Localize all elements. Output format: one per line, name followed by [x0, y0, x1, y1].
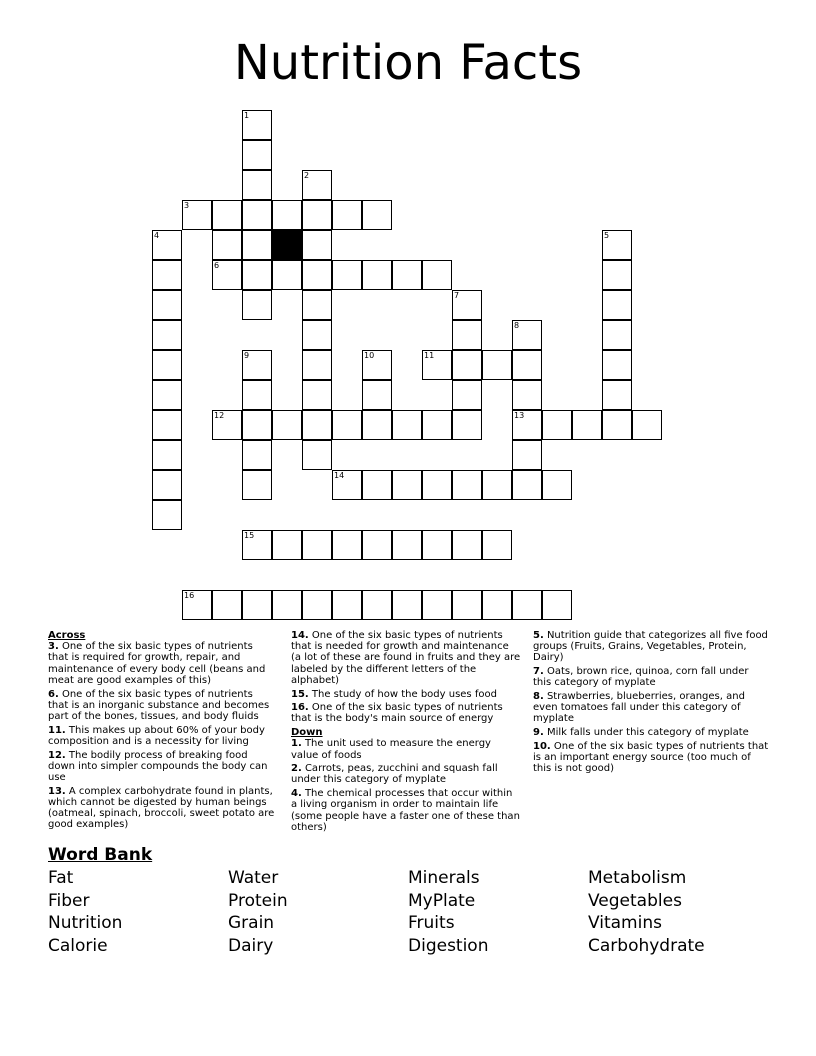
clue-text: A complex carbohydrate found in plants, which cannot be digested by human beings (oatmeal, spinach, broccoli, sweet potato are good examples)	[48, 785, 275, 831]
clue-number-label: 13.	[48, 785, 66, 797]
clue-number: 10	[364, 351, 375, 360]
grid-cell[interactable]	[482, 530, 512, 560]
word-bank-item: Water	[228, 868, 279, 888]
clues-column-2	[291, 630, 521, 835]
clue-item	[291, 763, 521, 785]
across-clue-list	[48, 641, 276, 830]
clue-text: Carrots, peas, zucchini and squash fall under this category of myplate	[291, 763, 498, 786]
clue-number-label: 2.	[291, 763, 302, 775]
grid-cell[interactable]	[602, 260, 632, 290]
grid-cell[interactable]	[392, 530, 422, 560]
word-bank-item: Minerals	[408, 868, 480, 888]
clue-item	[291, 738, 521, 760]
clue-text: This makes up about 60% of your body composition and is a necessity for living	[48, 724, 265, 747]
black-cell	[272, 230, 302, 260]
clues-column-3	[533, 630, 769, 777]
clue-number-label: 5.	[533, 630, 544, 641]
clue-number: 3	[184, 201, 190, 210]
grid-cell[interactable]	[302, 350, 332, 380]
grid-cell[interactable]	[242, 230, 272, 260]
word-bank-item: Protein	[228, 891, 288, 911]
grid-cell[interactable]	[332, 410, 362, 440]
clue-item	[291, 702, 521, 724]
grid-cell[interactable]	[152, 410, 182, 440]
grid-cell[interactable]	[392, 260, 422, 290]
clue-number-label: 11.	[48, 724, 66, 736]
clue-number: 6	[214, 261, 220, 270]
grid-cell[interactable]	[212, 590, 242, 620]
clue-text: Nutrition guide that categorizes all five food groups (Fruits, Grains, Vegetables, Protein, Dairy)	[533, 630, 768, 664]
grid-cell[interactable]	[182, 590, 212, 620]
grid-cell[interactable]	[602, 230, 632, 260]
grid-cell[interactable]	[242, 170, 272, 200]
grid-cell[interactable]	[242, 410, 272, 440]
grid-cell[interactable]	[332, 590, 362, 620]
clue-number: 9	[244, 351, 250, 360]
clue-item	[48, 689, 276, 723]
clue-number: 13	[514, 411, 525, 420]
clue-text: Milk falls under this category of myplate	[546, 727, 749, 739]
clue-number: 15	[244, 531, 255, 540]
word-bank-item: Metabolism	[588, 868, 687, 888]
word-bank-item: Vitamins	[588, 913, 662, 933]
clue-item	[48, 750, 276, 784]
word-bank-item: Carbohydrate	[588, 936, 705, 956]
grid-cell[interactable]	[602, 290, 632, 320]
grid-cell[interactable]	[452, 470, 482, 500]
clue-number-label: 1.	[291, 738, 302, 750]
grid-cell[interactable]	[572, 410, 602, 440]
clue-number: 16	[184, 591, 195, 600]
clue-number-label: 4.	[291, 788, 302, 800]
grid-cell[interactable]	[302, 260, 332, 290]
clue-item	[48, 641, 276, 686]
grid-cell[interactable]	[302, 170, 332, 200]
grid-cell[interactable]	[272, 530, 302, 560]
grid-cell[interactable]	[242, 350, 272, 380]
clue-number: 12	[214, 411, 225, 420]
clue-number: 8	[514, 321, 520, 330]
grid-cell[interactable]	[182, 200, 212, 230]
grid-cell[interactable]	[542, 470, 572, 500]
grid-cell[interactable]	[392, 410, 422, 440]
grid-cell[interactable]	[242, 470, 272, 500]
grid-cell[interactable]	[362, 200, 392, 230]
grid-cell[interactable]	[542, 590, 572, 620]
clue-number: 14	[334, 471, 345, 480]
grid-cell[interactable]	[152, 380, 182, 410]
word-bank-item: Nutrition	[48, 913, 123, 933]
clue-text: One of the six basic types of nutrients that is the body's main source of energy	[291, 702, 503, 725]
clue-text: One of the six basic types of nutrients that is needed for growth and maintenance (a lot of these are found in fruits and they are labeled by the different letters of the alphabet)	[291, 630, 521, 686]
grid-cell[interactable]	[512, 320, 542, 350]
grid-cell[interactable]	[212, 260, 242, 290]
grid-cell[interactable]	[482, 470, 512, 500]
clue-number-label: 10.	[533, 740, 551, 752]
grid-cell[interactable]	[302, 290, 332, 320]
grid-cell[interactable]	[242, 380, 272, 410]
down-clue-list-continued	[533, 630, 769, 774]
clue-number-label: 3.	[48, 641, 59, 653]
clue-number: 7	[454, 291, 460, 300]
grid-cell[interactable]	[602, 410, 632, 440]
clues-column-1	[48, 630, 276, 833]
clue-text: Strawberries, blueberries, oranges, and even tomatoes fall under this category of myplate	[533, 691, 745, 725]
grid-cell[interactable]	[452, 320, 482, 350]
clue-item	[533, 691, 769, 725]
clue-text: The chemical processes that occur within a living organism in order to maintain life (some people have a faster one of these than others)	[291, 788, 520, 833]
clue-item	[48, 786, 276, 831]
clue-text: The unit used to measure the energy value of foods	[291, 738, 491, 761]
clue-number: 1	[244, 111, 250, 120]
word-bank-item: Digestion	[408, 936, 489, 956]
clue-number-label: 15.	[291, 688, 309, 700]
grid-cell[interactable]	[632, 410, 662, 440]
clue-item	[533, 741, 769, 775]
clue-item	[291, 630, 521, 686]
grid-cell[interactable]	[302, 590, 332, 620]
clue-number: 4	[154, 231, 160, 240]
clue-item	[48, 725, 276, 747]
clue-text: One of the six basic types of nutrients that is an inorganic substance and becomes part of the bones, tissues, and body fluids	[48, 688, 270, 722]
grid-cell[interactable]	[152, 320, 182, 350]
word-bank-item: Fat	[48, 868, 74, 888]
across-clue-list-continued	[291, 630, 521, 725]
word-bank-item: Dairy	[228, 936, 274, 956]
grid-cell[interactable]	[422, 410, 452, 440]
grid-cell[interactable]	[422, 470, 452, 500]
grid-cell[interactable]	[542, 410, 572, 440]
grid-cell[interactable]	[392, 590, 422, 620]
grid-cell[interactable]	[452, 530, 482, 560]
clue-item	[291, 689, 521, 700]
down-header: Down	[291, 727, 323, 739]
grid-cell[interactable]	[332, 530, 362, 560]
grid-cell[interactable]	[152, 440, 182, 470]
grid-cell[interactable]	[422, 260, 452, 290]
grid-cell[interactable]	[152, 290, 182, 320]
clue-number: 11	[424, 351, 435, 360]
word-bank-item: Fiber	[48, 891, 90, 911]
grid-cell[interactable]	[512, 350, 542, 380]
grid-cell[interactable]	[362, 470, 392, 500]
grid-cell[interactable]	[302, 410, 332, 440]
grid-cell[interactable]	[302, 380, 332, 410]
clue-number-label: 6.	[48, 688, 59, 700]
grid-cell[interactable]	[242, 140, 272, 170]
clue-item	[533, 727, 769, 738]
grid-cell[interactable]	[272, 260, 302, 290]
clue-item	[533, 666, 769, 688]
grid-cell[interactable]	[152, 350, 182, 380]
grid-cell[interactable]	[152, 470, 182, 500]
grid-cell[interactable]	[422, 530, 452, 560]
grid-cell[interactable]	[362, 530, 392, 560]
grid-cell[interactable]	[332, 200, 362, 230]
grid-cell[interactable]	[482, 350, 512, 380]
grid-cell[interactable]	[302, 200, 332, 230]
grid-cell[interactable]	[242, 290, 272, 320]
grid-cell[interactable]	[482, 590, 512, 620]
grid-cell[interactable]	[272, 200, 302, 230]
word-bank-item: Vegetables	[588, 891, 682, 911]
grid-cell[interactable]	[512, 590, 542, 620]
clue-item	[533, 630, 769, 664]
grid-cell[interactable]	[332, 470, 362, 500]
grid-cell[interactable]	[392, 470, 422, 500]
grid-cell[interactable]	[302, 320, 332, 350]
grid-cell[interactable]	[452, 380, 482, 410]
grid-cell[interactable]	[452, 410, 482, 440]
grid-cell[interactable]	[602, 320, 632, 350]
grid-cell[interactable]	[452, 290, 482, 320]
grid-cell[interactable]	[212, 230, 242, 260]
across-header: Across	[48, 630, 86, 641]
grid-cell[interactable]	[362, 410, 392, 440]
clue-number-label: 12.	[48, 749, 66, 761]
grid-cell[interactable]	[212, 200, 242, 230]
grid-cell[interactable]	[272, 590, 302, 620]
grid-cell[interactable]	[242, 590, 272, 620]
grid-cell[interactable]	[512, 470, 542, 500]
grid-cell[interactable]	[302, 440, 332, 470]
word-bank-item: Grain	[228, 913, 275, 933]
grid-cell[interactable]	[302, 230, 332, 260]
grid-cell[interactable]	[452, 350, 482, 380]
clue-number: 2	[304, 171, 310, 180]
grid-cell[interactable]	[512, 410, 542, 440]
word-bank-item: Calorie	[48, 936, 108, 956]
grid-cell[interactable]	[362, 350, 392, 380]
clue-text: One of the six basic types of nutrients that is an important energy source (too much of this is not good)	[533, 740, 769, 775]
grid-cell[interactable]	[242, 440, 272, 470]
grid-cell[interactable]	[152, 260, 182, 290]
grid-cell[interactable]	[212, 410, 242, 440]
grid-cell[interactable]	[152, 230, 182, 260]
clue-number: 5	[604, 231, 610, 240]
grid-cell[interactable]	[332, 260, 362, 290]
grid-cell[interactable]	[602, 350, 632, 380]
clue-number-label: 9.	[533, 727, 544, 739]
word-bank-title: Word Bank	[48, 845, 153, 865]
word-bank-item: MyPlate	[408, 891, 476, 911]
clue-number-label: 7.	[533, 666, 544, 678]
clue-text: The study of how the body uses food	[311, 688, 497, 700]
down-clue-list	[291, 738, 521, 833]
grid-cell[interactable]	[362, 380, 392, 410]
page-title: Nutrition Facts	[233, 35, 583, 91]
grid-cell[interactable]	[422, 350, 452, 380]
grid-cell[interactable]	[422, 590, 452, 620]
grid-cell[interactable]	[362, 260, 392, 290]
grid-cell[interactable]	[152, 500, 182, 530]
grid-cell[interactable]	[512, 440, 542, 470]
grid-cell[interactable]	[242, 110, 272, 140]
clue-text: One of the six basic types of nutrients that is required for growth, repair, and maintenance of every body cell (beans and meat are good examples of this)	[48, 641, 266, 686]
grid-cell[interactable]	[602, 380, 632, 410]
grid-cell[interactable]	[452, 590, 482, 620]
grid-cell[interactable]	[242, 260, 272, 290]
grid-cell[interactable]	[362, 590, 392, 620]
grid-cell[interactable]	[512, 380, 542, 410]
clue-text: Oats, brown rice, quinoa, corn fall under this category of myplate	[533, 666, 749, 689]
grid-cell[interactable]	[302, 530, 332, 560]
grid-cell[interactable]	[242, 200, 272, 230]
clue-number-label: 14.	[291, 630, 309, 641]
grid-cell[interactable]	[272, 410, 302, 440]
clue-number-label: 16.	[291, 702, 309, 714]
clue-item	[291, 788, 521, 833]
clue-text: The bodily process of breaking food down into simpler compounds the body can use	[48, 749, 268, 783]
grid-cell[interactable]	[242, 530, 272, 560]
word-bank-item: Fruits	[408, 913, 455, 933]
clue-number-label: 8.	[533, 691, 544, 703]
